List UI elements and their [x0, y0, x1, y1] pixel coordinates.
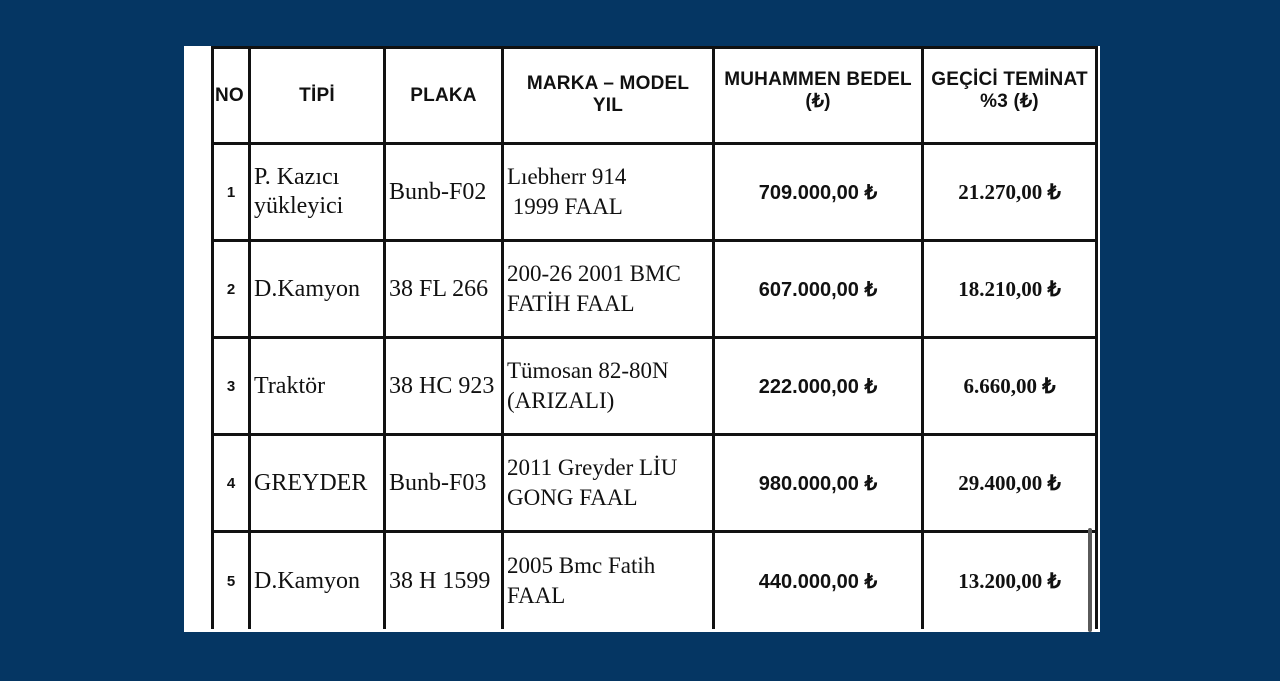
row-deposit: 13.200,00 ₺ — [923, 532, 1097, 630]
row-estimated-price: 222.000,00 ₺ — [714, 338, 923, 435]
row-brand-line1: Tümosan 82-80N — [507, 358, 669, 383]
row-type: GREYDER — [250, 435, 385, 532]
header-price-line2: (₺) — [805, 91, 831, 112]
document-sheet — [184, 46, 1100, 632]
table-row — [213, 532, 1097, 630]
row-plate: Bunb-F03 — [385, 435, 503, 532]
header-deposit-line2: %3 (₺) — [980, 91, 1039, 112]
row-brand-line2: (ARIZALI) — [507, 388, 615, 413]
row-plate: Bunb-F02 — [385, 144, 503, 241]
header-brand-line1: MARKA – MODEL — [526, 73, 690, 94]
row-brand-line2: GONG FAAL — [507, 485, 638, 510]
row-type — [250, 144, 385, 241]
row-no: 3 — [213, 338, 250, 435]
row-estimated-price: 709.000,00 ₺ — [714, 144, 923, 241]
header-estimated-price — [714, 48, 923, 144]
row-estimated-price: 980.000,00 ₺ — [714, 435, 923, 532]
vertical-scrollbar[interactable] — [1088, 528, 1092, 632]
row-type: D.Kamyon — [250, 241, 385, 338]
row-brand-line1: 200-26 2001 BMC — [507, 261, 681, 286]
row-deposit: 21.270,00 ₺ — [923, 144, 1097, 241]
row-type-line1: P. Kazıcı — [254, 164, 340, 190]
header-type: TİPİ — [250, 48, 385, 144]
row-brand-model — [503, 241, 714, 338]
row-no: 1 — [213, 144, 250, 241]
row-brand-line1: Lıebherr 914 — [507, 164, 627, 189]
header-price-line1: MUHAMMEN BEDEL — [724, 69, 912, 90]
row-brand-model — [503, 144, 714, 241]
table-row — [213, 241, 1097, 338]
row-deposit: 18.210,00 ₺ — [923, 241, 1097, 338]
row-brand-model — [503, 532, 714, 630]
header-row — [213, 48, 1097, 144]
row-estimated-price: 440.000,00 ₺ — [714, 532, 923, 630]
row-type-line2: yükleyici — [254, 193, 344, 219]
row-brand-model — [503, 435, 714, 532]
row-plate: 38 FL 266 — [385, 241, 503, 338]
row-no: 4 — [213, 435, 250, 532]
row-no: 5 — [213, 532, 250, 630]
row-deposit: 29.400,00 ₺ — [923, 435, 1097, 532]
row-no: 2 — [213, 241, 250, 338]
row-type: D.Kamyon — [250, 532, 385, 630]
table-row — [213, 338, 1097, 435]
row-brand-line2: FAAL — [507, 583, 566, 608]
table-row — [213, 144, 1097, 241]
row-plate: 38 H 1599 — [385, 532, 503, 630]
header-brand-model-year — [503, 48, 714, 144]
row-brand-model — [503, 338, 714, 435]
row-brand-line2: FATİH FAAL — [507, 291, 635, 316]
row-deposit: 6.660,00 ₺ — [923, 338, 1097, 435]
header-temporary-deposit — [923, 48, 1097, 144]
table-row — [213, 435, 1097, 532]
header-deposit-line1: GEÇİCİ TEMİNAT — [931, 69, 1088, 90]
header-no: NO — [213, 48, 250, 144]
vehicle-auction-table — [211, 46, 1098, 629]
header-brand-line2: YIL — [592, 95, 624, 116]
row-brand-line2: 1999 FAAL — [507, 194, 623, 219]
row-estimated-price: 607.000,00 ₺ — [714, 241, 923, 338]
header-plate: PLAKA — [385, 48, 503, 144]
row-brand-line1: 2011 Greyder LİU — [507, 455, 678, 480]
row-brand-line1: 2005 Bmc Fatih — [507, 553, 656, 578]
row-type: Traktör — [250, 338, 385, 435]
row-plate: 38 HC 923 — [385, 338, 503, 435]
